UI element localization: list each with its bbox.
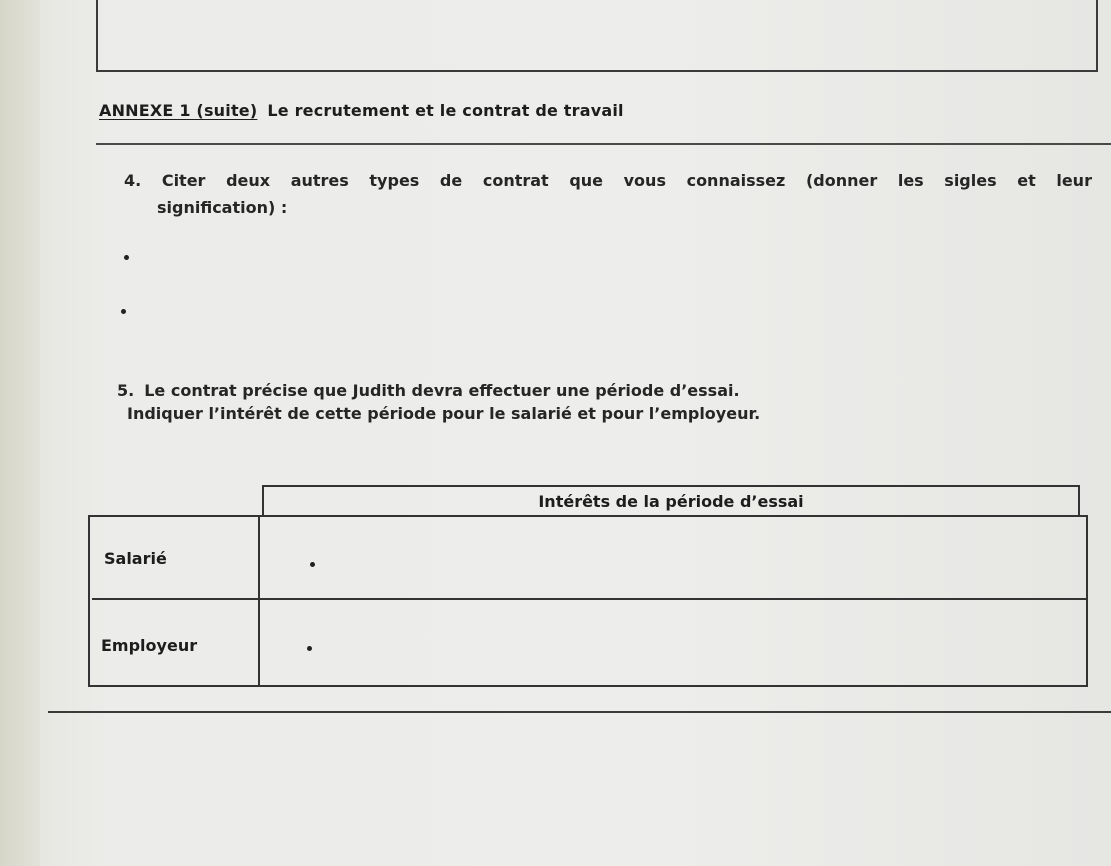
answer-bullet-2 — [121, 309, 126, 314]
annexe-title: Le recrutement et le contrat de travail — [267, 101, 624, 120]
previous-answer-box — [96, 0, 1098, 72]
question-5-line-2: Indiquer l’intérêt de cette période pour le salarié et pour l’employeur. — [127, 404, 761, 423]
question-4-word: de — [439, 171, 463, 190]
question-5-number: 5. — [117, 381, 135, 400]
interest-table — [88, 515, 1088, 687]
question-4-word: les — [897, 171, 924, 190]
question-4-word: deux — [226, 171, 271, 190]
question-4-word: que — [569, 171, 604, 190]
question-4-word: (donner — [805, 171, 878, 190]
annexe-heading — [99, 101, 624, 120]
question-4-line-1 — [124, 170, 1092, 192]
section-bottom-divider — [48, 711, 1111, 713]
salarie-answer-bullet — [310, 562, 315, 567]
question-4-word: contrat — [482, 171, 549, 190]
table-column-divider — [258, 515, 260, 687]
question-4-number: 4. — [124, 171, 142, 190]
question-4-word: connaissez — [686, 171, 786, 190]
question-4-word: types — [369, 171, 420, 190]
question-4-word: Citer — [161, 171, 206, 190]
row-label-employeur: Employeur — [101, 636, 198, 655]
section-divider — [96, 143, 1111, 145]
annexe-label: ANNEXE 1 (suite) — [99, 101, 258, 120]
question-5-line-1 — [117, 380, 1017, 402]
question-4-word: autres — [290, 171, 349, 190]
employeur-answer-bullet — [307, 646, 312, 651]
question-4-word: leur — [1056, 171, 1092, 190]
question-4 — [124, 170, 1099, 219]
question-4-word: et — [1017, 171, 1036, 190]
table-row-divider — [92, 598, 1086, 600]
answer-bullet-1 — [124, 255, 129, 260]
row-label-salarie: Salarié — [104, 549, 167, 568]
question-5 — [117, 380, 1017, 425]
question-5-text-1: Le contrat précise que Judith devra effectuer une période d’essai. — [144, 381, 740, 400]
question-4-word: vous — [623, 171, 666, 190]
question-4-line-2: signification) : — [157, 198, 288, 217]
page-edge-shadow — [0, 0, 40, 866]
question-4-word: sigles — [944, 171, 997, 190]
table-header: Intérêts de la période d’essai — [538, 492, 804, 511]
